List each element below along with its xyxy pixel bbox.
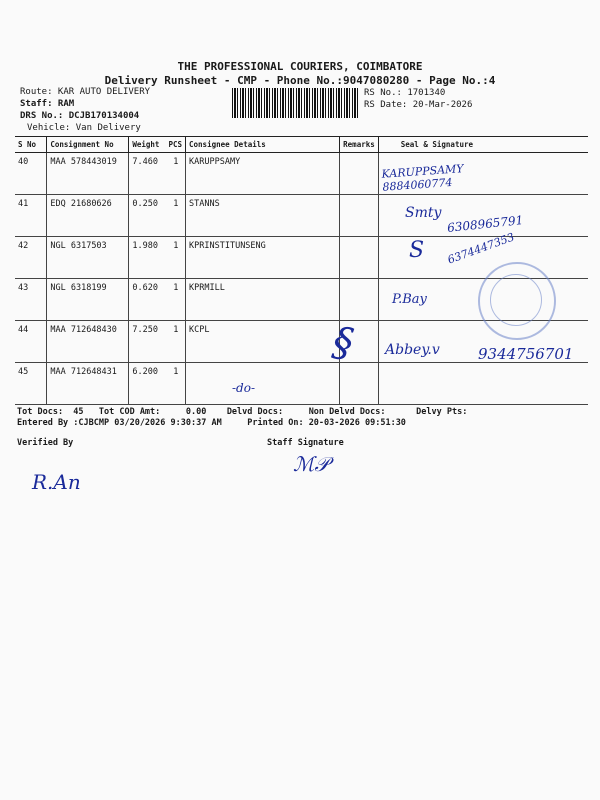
col-seal: Seal & Signature: [378, 137, 588, 153]
handwritten-signature-row40: KARUPPSAMY 8884060774: [381, 162, 464, 194]
consignment-no: MAA 712648430: [47, 321, 129, 363]
handwritten-phone-row42: 6374447353: [445, 230, 517, 267]
remarks: [340, 279, 379, 321]
sno: 42: [15, 237, 47, 279]
col-sno: S No: [15, 137, 47, 153]
verified-by-signature: R.An: [32, 470, 81, 494]
weight-pcs: 0.250 1: [129, 195, 186, 237]
route: Route: KAR AUTO DELIVERY: [20, 87, 151, 97]
sno: 45: [15, 363, 47, 405]
weight-pcs: 0.620 1: [129, 279, 186, 321]
consignment-no: EDQ 21680626: [47, 195, 129, 237]
staff-signature-mark: ℳ𝒫: [293, 452, 329, 476]
col-weight-pcs: Weight PCS: [129, 137, 186, 153]
weight-pcs: 7.460 1: [129, 153, 186, 195]
table-row: [15, 363, 588, 405]
handwritten-phone-row41: 6308965791: [446, 213, 524, 235]
seal-signature: [378, 363, 588, 405]
staff: Staff: RAM: [20, 99, 75, 109]
handwritten-signature-row41: Smty: [405, 205, 442, 221]
col-consignment: Consignment No: [47, 137, 129, 153]
company-title: THE PROFESSIONAL COURIERS, COIMBATORE: [177, 60, 423, 73]
handwritten-remarks-scribble: §: [329, 318, 357, 368]
col-consignee: Consignee Details: [186, 137, 340, 153]
consignment-no: NGL 6318199: [47, 279, 129, 321]
company-seal-stamp: [478, 262, 556, 340]
consignment-no: MAA 712648431: [47, 363, 129, 405]
consignee: KPRINSTITUNSENG: [186, 237, 340, 279]
handwritten-phone-row44: 9344756701: [478, 345, 574, 363]
staff-signature-label: Staff Signature: [267, 438, 344, 448]
remarks: [340, 363, 379, 405]
consignee: KARUPPSAMY: [186, 153, 340, 195]
handwritten-signature-row44: Abbey.v: [385, 342, 440, 358]
table-header: [15, 137, 588, 153]
sno: 41: [15, 195, 47, 237]
col-remarks: Remarks: [340, 137, 379, 153]
sno: 40: [15, 153, 47, 195]
sno: 44: [15, 321, 47, 363]
rs-date: RS Date: 20-Mar-2026: [364, 100, 473, 110]
weight-pcs: 1.980 1: [129, 237, 186, 279]
sno: 43: [15, 279, 47, 321]
consignee: STANNS: [186, 195, 340, 237]
consignee: KPRMILL: [186, 279, 340, 321]
remarks: [340, 237, 379, 279]
verified-by-label: Verified By: [17, 438, 74, 448]
table-row: [15, 153, 588, 195]
vehicle: Vehicle: Van Delivery: [27, 123, 141, 133]
rs-number: RS No.: 1701340: [364, 88, 446, 98]
remarks: [340, 153, 379, 195]
drs-number: DRS No.: DCJB170134004: [20, 111, 140, 121]
remarks: [340, 195, 379, 237]
handwritten-signature-row43: P.Bay: [392, 292, 427, 307]
weight-pcs: 7.250 1: [129, 321, 186, 363]
consignee: KCPL: [186, 321, 340, 363]
summary-line-1: Tot Docs: 45 Tot COD Amt: 0.00 Delvd Docs: Non Delvd Docs: Delvy Pts:: [17, 407, 468, 417]
consignee: [186, 363, 340, 405]
handwritten-ditto: -do-: [232, 381, 256, 395]
barcode: [232, 88, 360, 118]
consignment-no: MAA 578443019: [47, 153, 129, 195]
handwritten-signature-row42: S: [409, 238, 425, 263]
summary-line-2: Entered By :CJBCMP 03/20/2026 9:30:37 AM Printed On: 20-03-2026 09:51:30: [17, 418, 406, 428]
consignment-no: NGL 6317503: [47, 237, 129, 279]
weight-pcs: 6.200 1: [129, 363, 186, 405]
runsheet-subtitle: Delivery Runsheet - CMP - Phone No.:9047080280 - Page No.:4: [104, 74, 496, 87]
